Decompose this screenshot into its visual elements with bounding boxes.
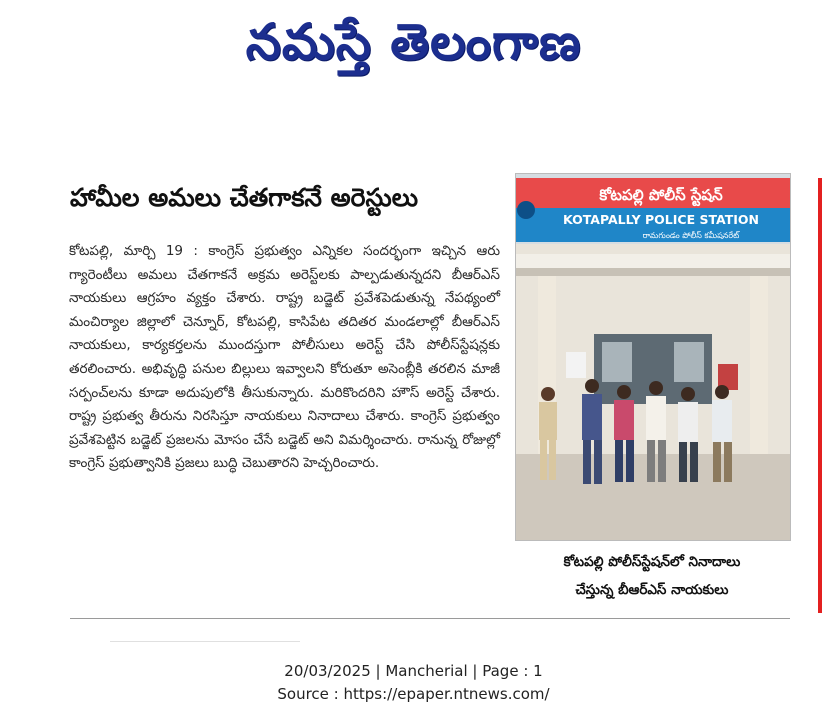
divider-line-faint — [110, 641, 300, 642]
footer-meta: 20/03/2025 | Mancherial | Page : 1 — [284, 662, 543, 680]
article-headline: హామీల అమలు చేతగాకనే అరెస్టులు — [70, 183, 419, 212]
footer — [0, 660, 827, 706]
masthead — [0, 0, 827, 88]
caption-line-2: చేస్తున్న బీఆర్ఎస్ నాయకులు — [575, 582, 729, 598]
sign-sub-text: రామగుండం పోలీస్ కమీషనరేట్ — [642, 231, 740, 240]
article-photo — [515, 173, 791, 541]
accent-bar — [818, 178, 822, 613]
sign-english-text: KOTAPALLY POLICE STATION — [562, 212, 760, 227]
photo-caption — [515, 548, 789, 604]
caption-line-1: కోటపల్లి పోలీస్‌స్టేషన్‌లో నినాదాలు — [563, 554, 741, 570]
divider-line — [70, 618, 790, 619]
article-body: కోటపల్లి, మార్చి 19 : కాంగ్రెస్ ప్రభుత్వం ఎన్నికల సందర్భంగా ఇచ్చిన ఆరు గ్యారెంటీలు అమలు చేతగాకనే అక్రమ అరెస్ట్‌లకు పాల్పడుతున్నదని బీఆర్ఎస్ నాయకులు ఆగ్రహం వ్యక్తం చేశారు. రాష్ట్ర బడ్జెట్ ప్రవేశపెడుతున్న నేపథ్యంలో మంచిర్యాల జిల్లాలో చెన్నూర్, కోటపల్లి, కాసిపేట తదితర మండలాల్లో బీఆర్ఎస్ నాయకులు, కార్యకర్తలను ముందస్తుగా పోలీసులు అరెస్ట్ చేసి పోలీస్‌స్టేషన్లకు తరలించారు. అభివృద్ధి పనుల బిల్లులు ఇవ్వాలని కోరుతూ అసెంబ్లీకి తరలిన మాజీ సర్పంచ్‌లను కూడా అదుపులోకి తీసుకున్నారు. మరికొందరిని హౌస్ అరెస్ట్ చేశారు. రాష్ట్ర ప్రభుత్వ తీరును నిరసిస్తూ నాయకులు నినాదాలు చేశారు. కాంగ్రెస్ ప్రభుత్వం ప్రవేశపెట్టిన బడ్జెట్ ప్రజలను మోసం చేసే బడ్జెట్ అని విమర్శించారు. రానున్న రోజుల్లో కాంగ్రెస్ ప్రభుత్వానికి ప్రజలు బుద్ధి చెబుతారని హెచ్చరించారు. — [69, 243, 500, 472]
sign-telugu-text: కోటపల్లి పోలీస్ స్టేషన్ — [599, 186, 723, 204]
footer-source: Source : https://epaper.ntnews.com/ — [277, 685, 550, 703]
newspaper-logo: నమస్తే తెలంగాణ — [245, 13, 582, 71]
